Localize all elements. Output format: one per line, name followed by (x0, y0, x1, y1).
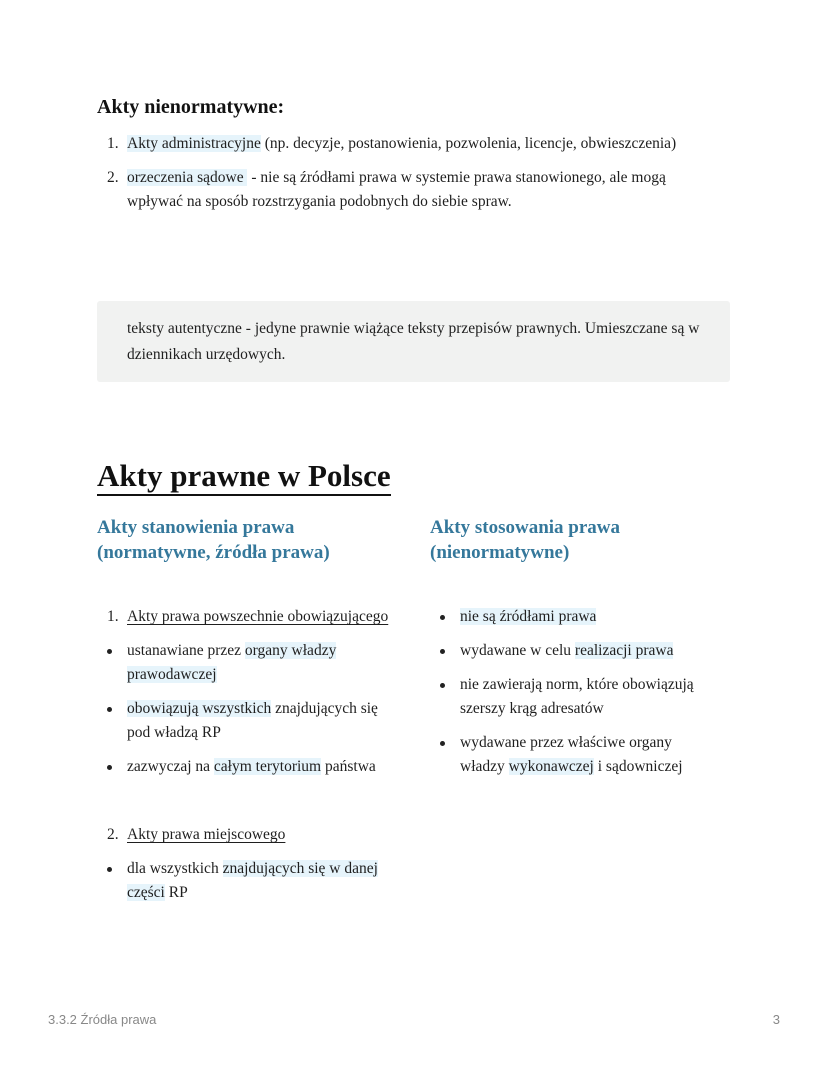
item-text: - nie są źródłami prawa w systemie prawa stanowionego, ale mogą wpływać na sposób rozstrzygania podobnych do siebie spraw. (127, 169, 666, 210)
list-item (97, 857, 402, 905)
highlighted-term: Akty administracyjne (127, 135, 261, 152)
bullet-icon (107, 765, 112, 770)
left-column-heading (97, 515, 330, 565)
highlighted-term: organy władzy prawodawczej (127, 642, 337, 683)
page-number: 3 (772, 1012, 780, 1027)
callout-box (97, 301, 730, 382)
item-text: i sądowniczej (593, 758, 683, 775)
bullet-icon (440, 683, 445, 688)
callout-text: teksty autentyczne - jedyne prawnie wiążące teksty przepisów prawnych. Umieszczane są w dziennikach urzędowych. (127, 320, 700, 363)
list-number: 2. (107, 826, 119, 843)
bullet-icon (440, 649, 445, 654)
list-item (97, 639, 402, 687)
item-text: wydawane przez właściwe organy władzy (460, 734, 672, 775)
bullet-icon (107, 867, 112, 872)
right-heading-line1: Akty stosowania prawa (430, 517, 621, 538)
left-column-list (97, 605, 402, 915)
list-item (430, 673, 720, 721)
list-item (430, 639, 720, 663)
list-item (97, 823, 402, 847)
highlighted-term: znajdujących się w danej części (127, 860, 378, 901)
list-number: 1. (107, 608, 119, 625)
list-item (97, 166, 717, 214)
footer-title: 3.3.2 Źródła prawa (48, 1012, 157, 1027)
list-item (430, 731, 720, 779)
item-text: RP (164, 884, 188, 901)
bullet-icon (107, 649, 112, 654)
item-text: wydawane w celu (460, 642, 575, 659)
list-item (97, 697, 402, 745)
bullet-icon (440, 741, 445, 746)
list-item (97, 605, 402, 629)
highlighted-term: orzeczenia sądowe (127, 169, 248, 186)
left-heading-line2: (normatywne, źródła prawa) (97, 542, 330, 563)
item-text: ustanawiane przez (127, 642, 245, 659)
item-text: Akty prawa miejscowego (127, 826, 286, 843)
nonnormative-list (97, 132, 717, 224)
list-number: 1. (107, 135, 119, 152)
item-text: dla wszystkich (127, 860, 223, 877)
item-text: zazwyczaj na (127, 758, 214, 775)
right-column-heading (430, 515, 620, 565)
bullet-icon (107, 707, 112, 712)
left-heading-line1: Akty stanowienia prawa (97, 517, 295, 538)
highlighted-term: realizacji prawa (574, 642, 674, 659)
list-item (430, 605, 720, 629)
nonnormative-heading: Akty nienormatywne: (97, 96, 285, 118)
item-text: Akty prawa powszechnie obowiązującego (127, 608, 389, 625)
page-title (97, 456, 391, 496)
list-number: 2. (107, 169, 119, 186)
item-text: (np. decyzje, postanowienia, pozwolenia, licencje, obwieszczenia) (260, 135, 677, 152)
right-column-list (430, 605, 720, 789)
list-item (97, 132, 717, 156)
item-text: nie zawierają norm, które obowiązują szerszy krąg adresatów (460, 676, 694, 717)
highlighted-term: nie są źródłami prawa (460, 608, 597, 625)
right-heading-line2: (nienormatywne) (430, 542, 570, 563)
bullet-icon (440, 615, 445, 620)
page-title-text: Akty prawne w Polsce (97, 458, 391, 496)
highlighted-term: wykonawczej (508, 758, 594, 775)
list-item (97, 755, 402, 779)
item-text: znajdujących się pod władzą RP (127, 700, 378, 741)
item-text: państwa (321, 758, 376, 775)
highlighted-term: obowiązują wszystkich (127, 700, 272, 717)
highlighted-term: całym terytorium (213, 758, 322, 775)
